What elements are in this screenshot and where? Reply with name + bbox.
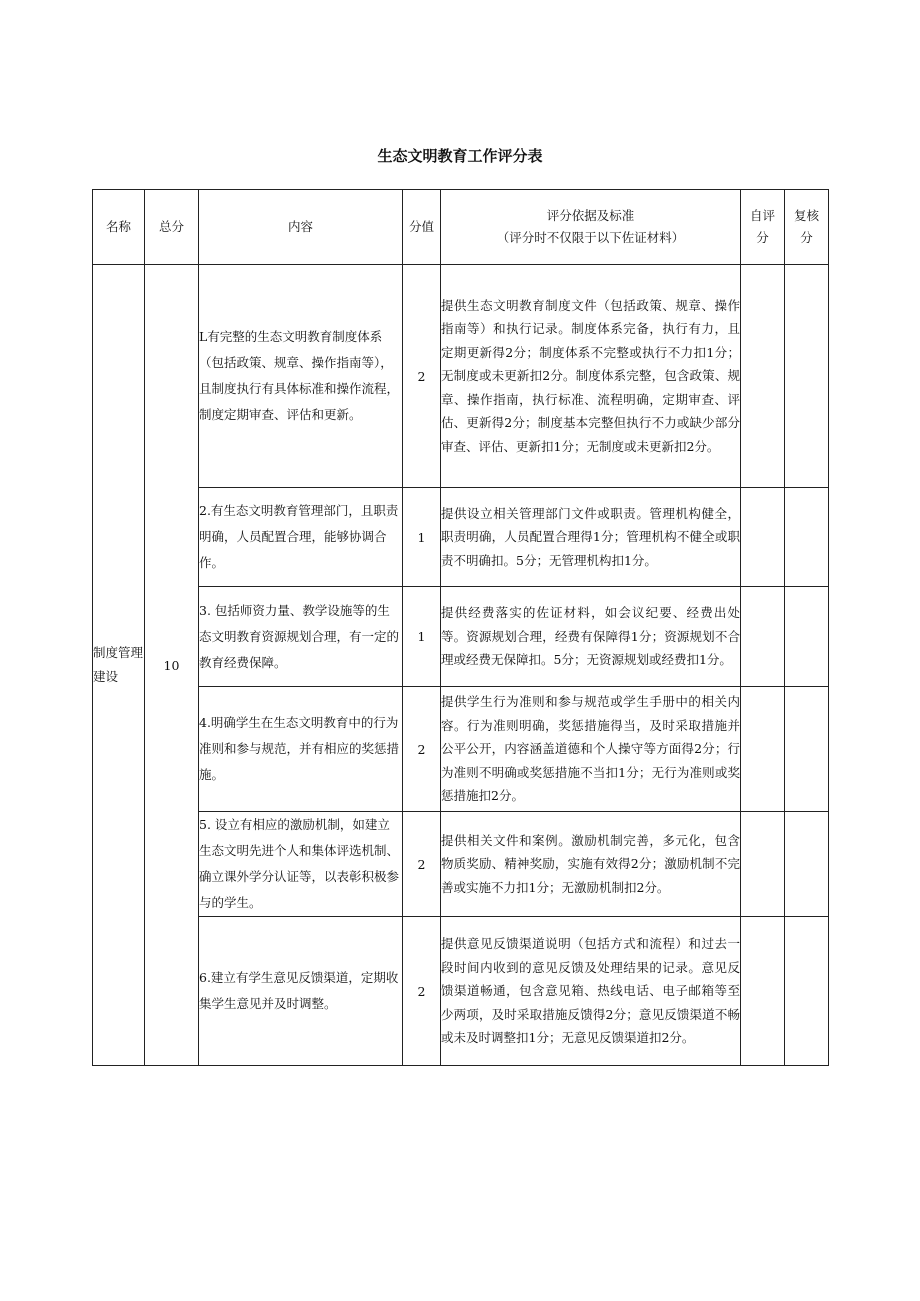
review-score-cell[interactable]	[785, 488, 829, 587]
row-content: 6.建立有学生意见反馈渠道，定期收集学生意见并及时调整。	[199, 917, 403, 1066]
row-content: 3. 包括师资力量、教学设施等的生态文明教育资源规划合理，有一定的教育经费保障。	[199, 587, 403, 687]
row-criteria: 提供生态文明教育制度文件（包括政策、规章、操作指南等）和执行记录。制度体系完备，执行有力，且定期更新得2分；制度体系不完整或执行不力扣1分；无制度或未更新扣2分。制度体系完整，包含政策、规章、操作指南，执行标准、流程明确，定期审查、评估、更新得2分；制度基本完整但执行不力或缺少部分审查、评估、更新扣1分；无制度或未更新扣2分。	[441, 265, 741, 488]
category-name-text: 制度管理建设	[93, 645, 144, 684]
header-content: 内容	[199, 190, 403, 265]
header-points: 分值	[403, 190, 441, 265]
header-review-score: 复核分	[785, 190, 829, 265]
row-criteria: 提供设立相关管理部门文件或职责。管理机构健全，职责明确，人员配置合理得1分；管理机构不健全或职责不明确扣。5分；无管理机构扣1分。	[441, 488, 741, 587]
table-row	[93, 488, 829, 587]
row-criteria: 提供相关文件和案例。激励机制完善，多元化，包含物质奖励、精神奖励，实施有效得2分；激励机制不完善或实施不力扣1分；无激励机制扣2分。	[441, 812, 741, 917]
row-criteria: 提供经费落实的佐证材料，如会议纪要、经费出处等。资源规划合理，经费有保障得1分；资源规划不合理或经费无保障扣。5分；无资源规划或经费扣1分。	[441, 587, 741, 687]
row-points: 1	[403, 488, 441, 587]
review-score-cell[interactable]	[785, 587, 829, 687]
self-score-cell[interactable]	[741, 265, 785, 488]
review-score-cell[interactable]	[785, 265, 829, 488]
self-score-cell[interactable]	[741, 488, 785, 587]
row-content: 2.有生态文明教育管理部门，且职责明确，人员配置合理，能够协调合作。	[199, 488, 403, 587]
table-row	[93, 687, 829, 812]
category-total: 10	[145, 265, 199, 1066]
row-criteria: 提供意见反馈渠道说明（包括方式和流程）和过去一段时间内收到的意见反馈及处理结果的记录。意见反馈渠道畅通，包含意见箱、热线电话、电子邮箱等至少两项，及时采取措施反馈得2分；意见反馈渠道不畅或未及时调整扣1分；无意见反馈渠道扣2分。	[441, 917, 741, 1066]
self-score-cell[interactable]	[741, 587, 785, 687]
self-score-cell[interactable]	[741, 917, 785, 1066]
self-score-cell[interactable]	[741, 812, 785, 917]
row-content: L有完整的生态文明教育制度体系（包括政策、规章、操作指南等），且制度执行有具体标准和操作流程，制度定期审查、评估和更新。	[199, 265, 403, 488]
review-score-cell[interactable]	[785, 917, 829, 1066]
table-row	[93, 587, 829, 687]
header-criteria-note: （评分时不仅限于以下佐证材料）	[496, 230, 685, 245]
table-row	[93, 265, 829, 488]
header-criteria	[441, 190, 741, 265]
header-name: 名称	[93, 190, 145, 265]
review-score-cell[interactable]	[785, 812, 829, 917]
header-row	[93, 190, 829, 265]
header-criteria-label: 评分依据及标准	[546, 208, 635, 223]
scoring-table	[92, 189, 829, 1066]
row-points: 2	[403, 917, 441, 1066]
table-row	[93, 917, 829, 1066]
row-points: 2	[403, 687, 441, 812]
row-content: 5. 设立有相应的激励机制，如建立生态文明先进个人和集体评选机制、确立课外学分认证等，以表彰积极参与的学生。	[199, 812, 403, 917]
header-total: 总分	[145, 190, 199, 265]
row-points: 2	[403, 812, 441, 917]
category-name	[93, 265, 145, 1066]
table-row	[93, 812, 829, 917]
row-points: 2	[403, 265, 441, 488]
page-title: 生态文明教育工作评分表	[377, 147, 543, 165]
row-content: 4.明确学生在生态文明教育中的行为准则和参与规范，并有相应的奖惩措施。	[199, 687, 403, 812]
header-self-score: 自评分	[741, 190, 785, 265]
row-criteria: 提供学生行为准则和参与规范或学生手册中的相关内容。行为准则明确，奖惩措施得当，及时采取措施并公平公开，内容涵盖道德和个人操守等方面得2分；行为准则不明确或奖惩措施不当扣1分；无行为准则或奖惩措施扣2分。	[441, 687, 741, 812]
row-points: 1	[403, 587, 441, 687]
review-score-cell[interactable]	[785, 687, 829, 812]
self-score-cell[interactable]	[741, 687, 785, 812]
